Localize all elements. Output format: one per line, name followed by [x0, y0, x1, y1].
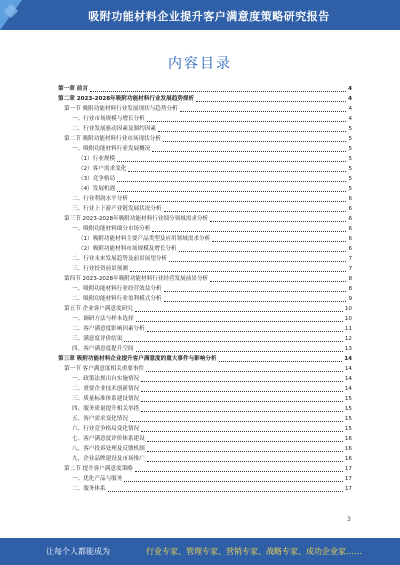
- toc-entry-page: 16: [344, 436, 352, 442]
- toc-entry[interactable]: [58, 164, 352, 174]
- toc-entry[interactable]: [58, 214, 352, 224]
- toc-entry-page: 8: [348, 276, 352, 282]
- toc-entry[interactable]: [58, 364, 352, 374]
- toc-entry[interactable]: [58, 344, 352, 354]
- toc-entry-page: 13: [344, 346, 352, 352]
- toc-entry[interactable]: [58, 484, 352, 494]
- toc-entry-label: 第一节 吸附功能材料行业发展现状与趋势分析: [64, 106, 178, 112]
- toc-entry-label: 第二节 吸附功能材料行业市场现状分析: [64, 136, 161, 142]
- toc-heading: 内容目录: [168, 56, 232, 72]
- toc-entry[interactable]: [58, 394, 352, 404]
- toc-leader-dots: [210, 220, 346, 222]
- toc-entry-label: 五、客户需求变化情况: [72, 416, 128, 422]
- toc-entry-page: 5: [348, 166, 352, 172]
- toc-entry-label: 第三章 吸附功能材料企业提升客户满意度的重大事件与影响分析: [58, 356, 217, 362]
- footer-tagline: 行业专家、管理专家、营销专家、战略专家、成功企业家……: [146, 547, 362, 556]
- toc-leader-dots: [117, 190, 346, 192]
- toc-entry-label: （4）发展机遇: [78, 186, 116, 192]
- toc-entry[interactable]: [58, 184, 352, 194]
- toc-leader-dots: [169, 260, 346, 262]
- toc-entry[interactable]: [58, 134, 352, 144]
- toc-leader-dots: [124, 340, 343, 342]
- toc-leader-dots: [147, 450, 343, 452]
- toc-entry-label: （1）行业规模: [78, 156, 116, 162]
- toc-entry-page: 12: [344, 336, 352, 342]
- toc-entry[interactable]: [58, 194, 352, 204]
- toc-entry-label: 九、企业品牌建设及市场推广: [72, 456, 145, 462]
- toc-leader-dots: [124, 480, 343, 482]
- toc-entry-label: 四、服务质量提升相关举措: [72, 406, 140, 412]
- toc-entry-label: （1）吸附功能材料主要产品类型及应用领域需求分析: [78, 236, 211, 242]
- toc-entry-label: 四、客户满意度提升空间: [72, 346, 134, 352]
- toc-entry-label: 一、政策法规出台实施情况: [72, 376, 140, 382]
- toc-entry-page: 6: [348, 206, 352, 212]
- toc-entry[interactable]: [58, 434, 352, 444]
- toc-entry-page: 14: [344, 376, 352, 382]
- footer-slogan: 让每个人都能成为: [46, 547, 110, 556]
- toc-entry-page: 4: [348, 96, 352, 102]
- toc-entry-page: 17: [344, 466, 352, 472]
- toc-entry-page: 6: [348, 226, 352, 232]
- header-banner: [0, 0, 400, 30]
- toc-entry-label: 二、重要企业技术创新情况: [72, 386, 140, 392]
- toc-entry-label: 第一节 客户满意度相关重要事件: [64, 366, 145, 372]
- toc-entry[interactable]: [58, 384, 352, 394]
- toc-entry-label: 一、吸附功能材料行业经营效益分析: [72, 286, 162, 292]
- toc-entry-label: 第二章 2023-2028年吸附功能材料行业发展趋势探析: [58, 96, 195, 102]
- toc-leader-dots: [90, 90, 346, 92]
- toc-leader-dots: [163, 140, 347, 142]
- toc-entry[interactable]: [58, 314, 352, 324]
- toc-entry-label: 三、行业上下游产业链发展状况分析: [72, 206, 162, 212]
- toc-leader-dots: [196, 100, 346, 102]
- toc-entry-page: 5: [348, 126, 352, 132]
- toc-leader-dots: [117, 160, 346, 162]
- toc-entry-label: 一、行业市场规模与增长分析: [72, 116, 145, 122]
- toc-leader-dots: [141, 410, 343, 412]
- page-number: 3: [347, 516, 351, 523]
- toc-entry-page: 8: [348, 286, 352, 292]
- toc-entry-page: 6: [348, 196, 352, 202]
- toc-entry-label: 八、客户投诉处理及反馈机制: [72, 446, 145, 452]
- toc-entry-label: 三、满意度评价结果: [72, 336, 123, 342]
- toc-entry[interactable]: [58, 424, 352, 434]
- toc-entry[interactable]: [58, 284, 352, 294]
- toc-entry-label: 一、吸附功能材料行业发展概况: [72, 146, 151, 152]
- toc-entry-page: 4: [348, 116, 352, 122]
- toc-entry[interactable]: [58, 104, 352, 114]
- toc-entry-page: 15: [344, 396, 352, 402]
- toc-leader-dots: [130, 420, 343, 422]
- toc-entry-label: （2）客户需求变化: [78, 166, 127, 172]
- toc-entry[interactable]: [58, 84, 352, 94]
- toc-entry-label: （3）竞争格局: [78, 176, 116, 182]
- toc-entry-label: 七、客户满意度评价体系建设: [72, 436, 145, 442]
- toc-leader-dots: [180, 110, 347, 112]
- toc-entry[interactable]: [58, 264, 352, 274]
- toc-leader-dots: [147, 460, 343, 462]
- toc-leader-dots: [210, 280, 346, 282]
- toc-entry[interactable]: [58, 374, 352, 384]
- toc-entry[interactable]: [58, 334, 352, 344]
- toc-leader-dots: [164, 300, 347, 302]
- toc-entry-page: 14: [344, 356, 352, 362]
- toc-entry[interactable]: [58, 324, 352, 334]
- toc-entry-label: 第二节 提升客户满意度策略: [64, 466, 133, 472]
- toc-leader-dots: [146, 370, 343, 372]
- toc-entry[interactable]: [58, 294, 352, 304]
- toc-entry-label: 六、行业竞争格局变化情况: [72, 426, 140, 432]
- toc-entry-page: 15: [344, 416, 352, 422]
- toc-entry-page: 9: [348, 296, 352, 302]
- toc-entry-page: 16: [344, 446, 352, 452]
- toc-leader-dots: [219, 360, 343, 362]
- toc-leader-dots: [135, 470, 343, 472]
- toc-entry[interactable]: [58, 444, 352, 454]
- toc-entry-page: 5: [348, 136, 352, 142]
- toc-entry-label: 一、调研方法与样本选择: [72, 316, 134, 322]
- toc-entry[interactable]: [58, 204, 352, 214]
- toc-entry[interactable]: [58, 304, 352, 314]
- toc-entry[interactable]: [58, 474, 352, 484]
- toc-entry-label: 二、吸附功能材料行业盈利模式分析: [72, 296, 162, 302]
- toc-leader-dots: [136, 350, 343, 352]
- toc-leader-dots: [141, 400, 343, 402]
- toc-entry-page: 7: [348, 266, 352, 272]
- toc-entry[interactable]: [58, 254, 352, 264]
- toc-entry-label: 二、服务体系: [72, 486, 106, 492]
- toc-entry[interactable]: [58, 274, 352, 284]
- toc-entry-label: 三、行业投资前景预测: [72, 266, 128, 272]
- toc-leader-dots: [128, 170, 346, 172]
- toc-entry[interactable]: [58, 464, 352, 474]
- toc-entry[interactable]: [58, 354, 352, 364]
- table-of-contents: [58, 84, 352, 494]
- toc-entry-page: 14: [344, 366, 352, 372]
- toc-leader-dots: [152, 150, 346, 152]
- toc-entry-page: 6: [348, 236, 352, 242]
- toc-entry-page: 6: [348, 246, 352, 252]
- toc-entry-label: 第三节 2023-2028年吸附功能材料行业细分领域需求分析: [64, 216, 209, 222]
- footer-banner: [0, 538, 400, 565]
- toc-entry[interactable]: [58, 124, 352, 134]
- toc-leader-dots: [117, 180, 346, 182]
- toc-entry[interactable]: [58, 234, 352, 244]
- toc-leader-dots: [141, 380, 343, 382]
- toc-entry-label: 二、行业利润水平分析: [72, 196, 128, 202]
- toc-entry-label: 第一章 前言: [58, 86, 88, 92]
- toc-entry[interactable]: [58, 94, 352, 104]
- toc-entry-label: 第四节 2023-2028年吸附功能材料行业经营发展前景分析: [64, 276, 209, 282]
- toc-leader-dots: [164, 290, 347, 292]
- toc-leader-dots: [152, 230, 346, 232]
- toc-entry-page: 7: [348, 256, 352, 262]
- toc-entry[interactable]: [58, 114, 352, 124]
- toc-entry[interactable]: [58, 404, 352, 414]
- toc-entry-page: 10: [344, 306, 352, 312]
- toc-entry-label: 一、优化产品与服务: [72, 476, 123, 482]
- toc-leader-dots: [164, 210, 347, 212]
- toc-entry[interactable]: [58, 174, 352, 184]
- toc-leader-dots: [141, 430, 343, 432]
- toc-entry-page: 17: [344, 486, 352, 492]
- toc-entry-label: 第五节 企业客户满意度研究: [64, 306, 133, 312]
- toc-entry-page: 15: [344, 406, 352, 412]
- toc-entry-label: （2）吸附功能材料市场规模及增长分析: [78, 246, 177, 252]
- toc-entry-page: 4: [348, 106, 352, 112]
- toc-entry-label: 二、行业未来发展趋势及前景展望分析: [72, 256, 168, 262]
- toc-entry-page: 10: [344, 316, 352, 322]
- toc-entry[interactable]: [58, 244, 352, 254]
- toc-entry-label: 一、吸附功能材料细分市场分析: [72, 226, 151, 232]
- toc-entry-page: 14: [344, 386, 352, 392]
- toc-entry-page: 16: [344, 456, 352, 462]
- toc-leader-dots: [147, 120, 347, 122]
- toc-entry-page: 6: [348, 216, 352, 222]
- toc-entry-page: 17: [344, 476, 352, 482]
- toc-entry-page: 11: [344, 326, 352, 332]
- toc-entry-page: 5: [348, 156, 352, 162]
- toc-entry-label: 二、行业发展驱动因素及制约因素: [72, 126, 156, 132]
- toc-entry-page: 5: [348, 186, 352, 192]
- toc-entry-page: 4: [348, 86, 352, 92]
- toc-entry[interactable]: [58, 154, 352, 164]
- toc-leader-dots: [147, 440, 343, 442]
- toc-entry[interactable]: [58, 144, 352, 154]
- toc-entry-page: 5: [348, 146, 352, 152]
- toc-entry-label: 三、质量标准体系建设情况: [72, 396, 140, 402]
- toc-leader-dots: [179, 250, 347, 252]
- toc-entry-page: 5: [348, 176, 352, 182]
- toc-leader-dots: [158, 130, 347, 132]
- report-title: 吸附功能材料企业提升客户满意度策略研究报告: [88, 10, 330, 23]
- toc-leader-dots: [136, 320, 343, 322]
- toc-entry[interactable]: [58, 454, 352, 464]
- toc-leader-dots: [130, 200, 346, 202]
- toc-entry[interactable]: [58, 224, 352, 234]
- toc-leader-dots: [212, 240, 346, 242]
- toc-leader-dots: [135, 310, 343, 312]
- toc-leader-dots: [108, 490, 343, 492]
- toc-leader-dots: [147, 330, 343, 332]
- toc-leader-dots: [130, 270, 346, 272]
- toc-entry-page: 15: [344, 426, 352, 432]
- toc-entry[interactable]: [58, 414, 352, 424]
- toc-entry-label: 二、客户满意度影响因素分析: [72, 326, 145, 332]
- toc-leader-dots: [141, 390, 343, 392]
